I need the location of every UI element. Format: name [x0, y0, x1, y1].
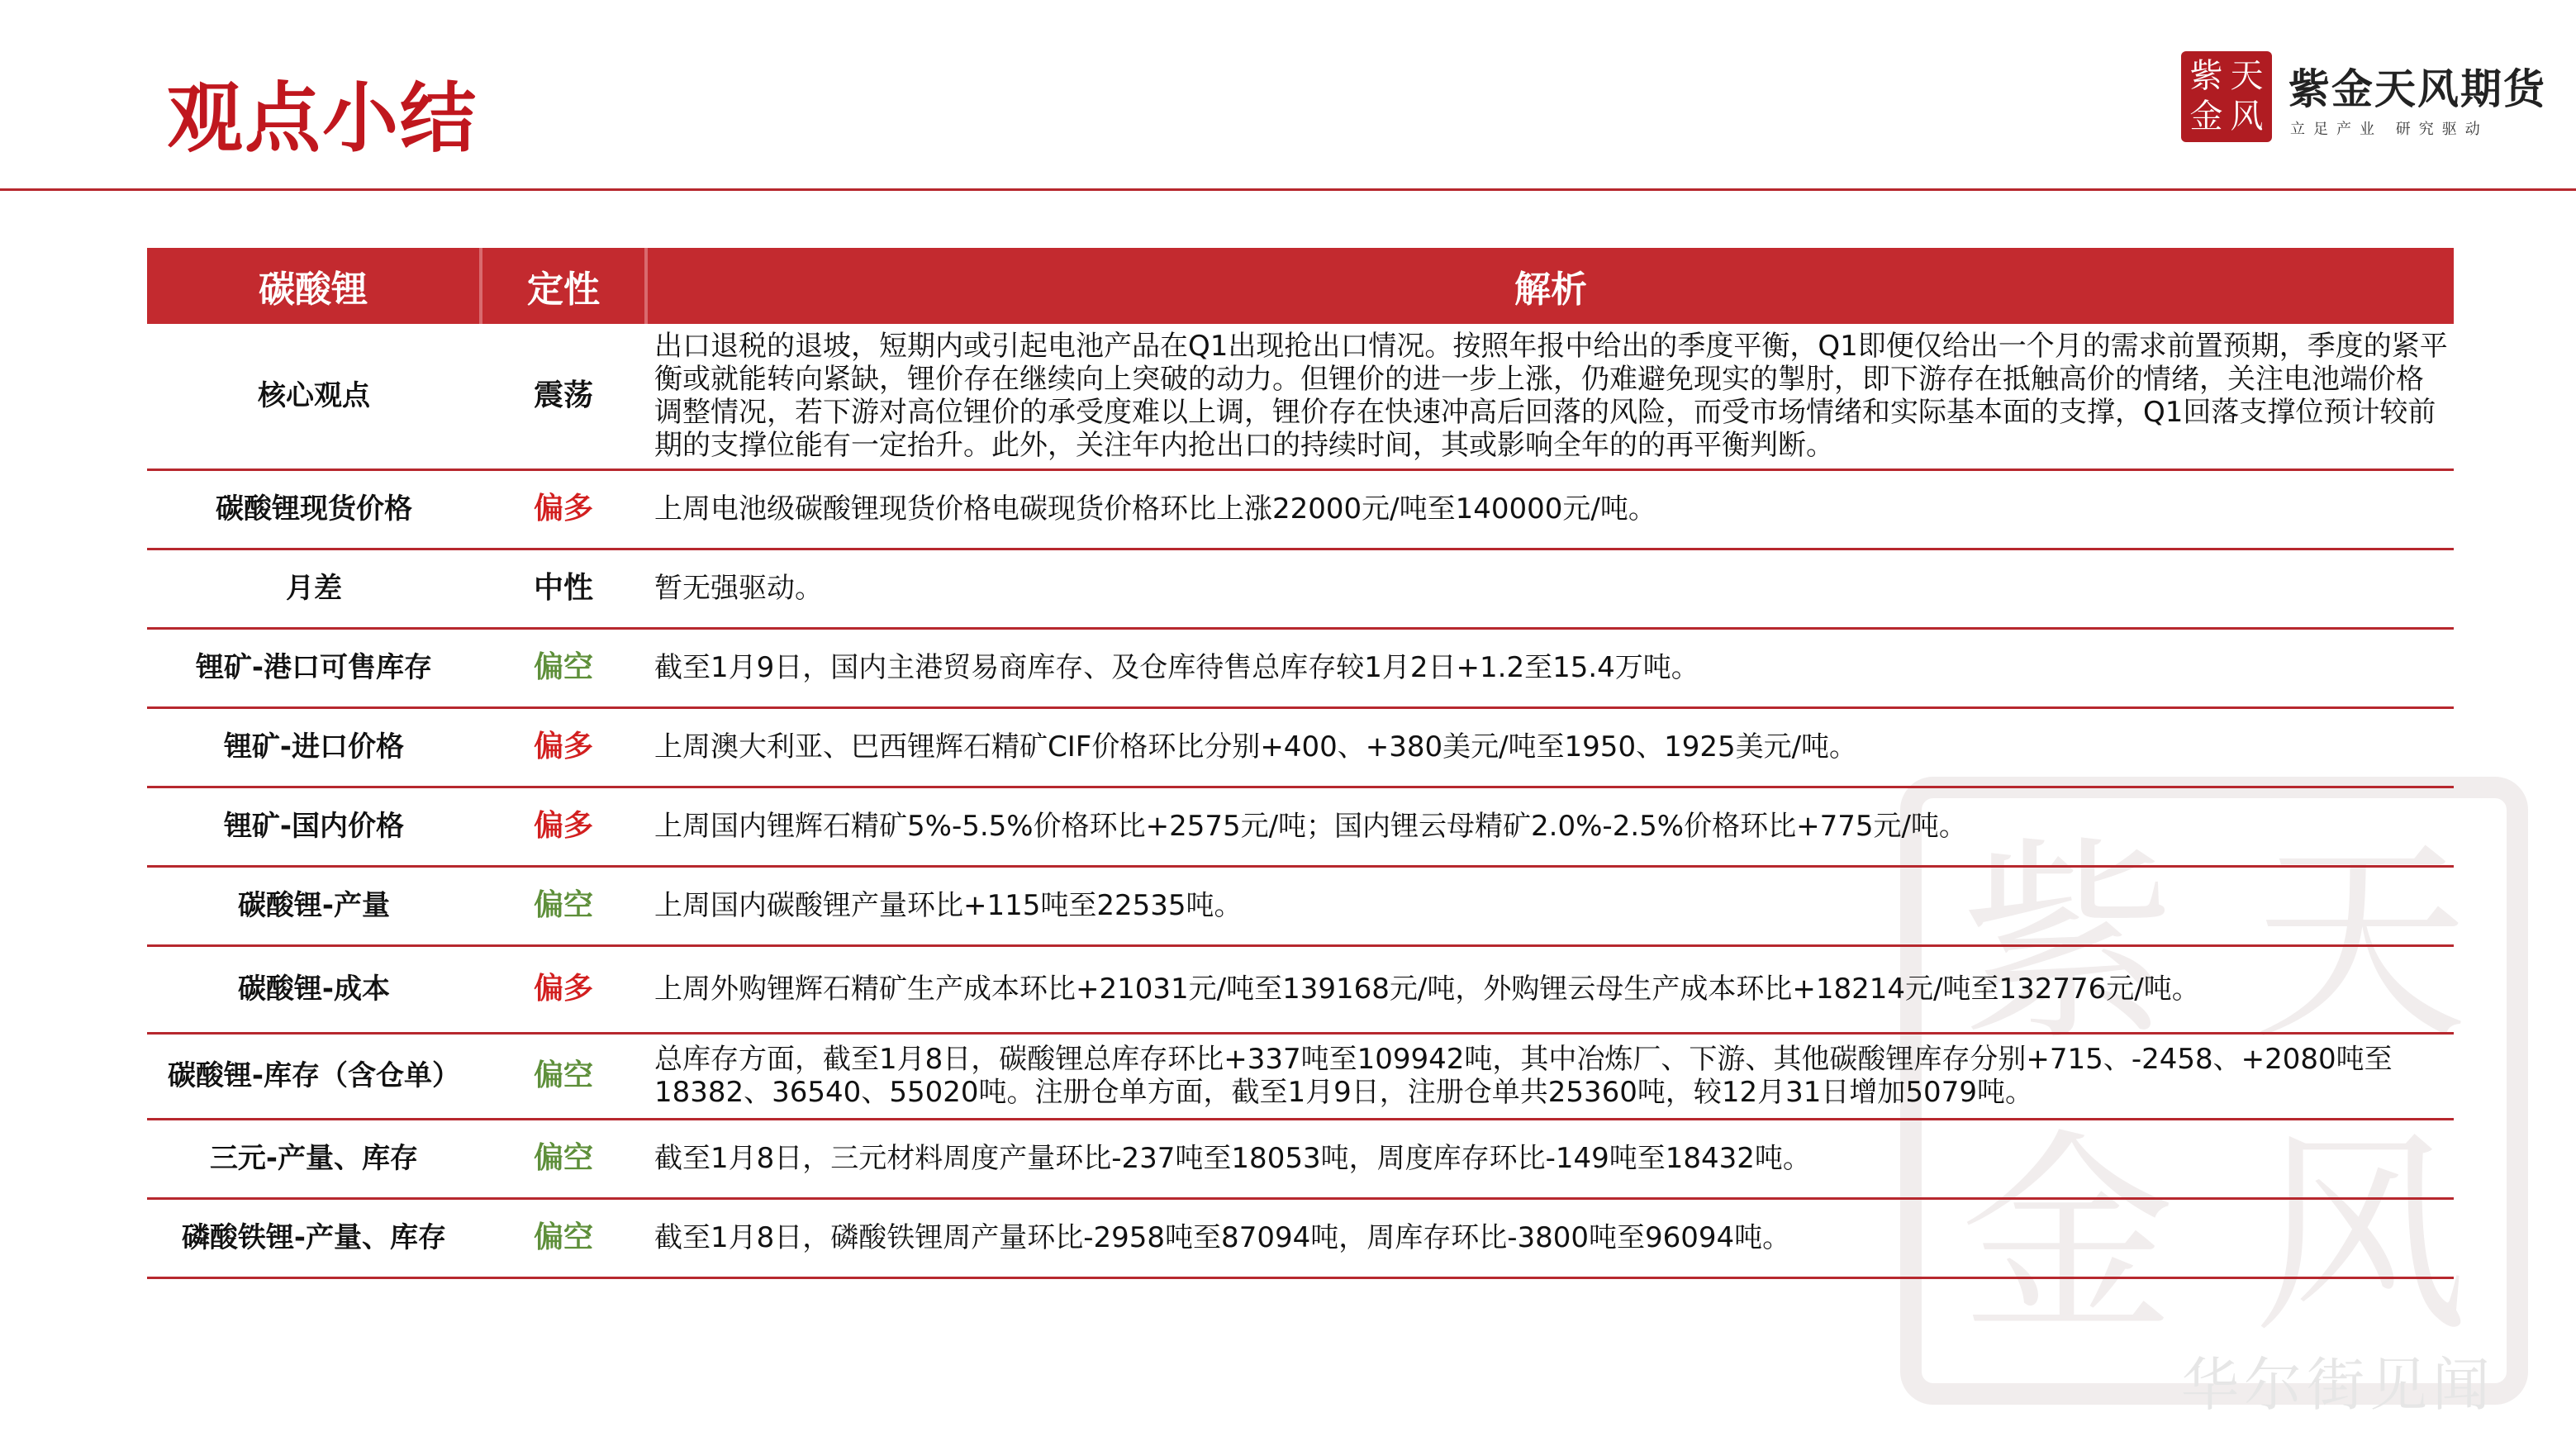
table-row: [147, 1198, 2454, 1277]
row-view-badge: 偏空: [481, 628, 646, 707]
table-row: [147, 945, 2454, 1033]
row-analysis-text: 截至1月8日，磷酸铁锂周产量环比-2958吨至87094吨，周库存环比-3800吨至96094吨。: [646, 1198, 2454, 1277]
column-header-item: 碳酸锂: [147, 248, 481, 324]
summary-table: [147, 248, 2454, 1279]
row-analysis-text: 出口退税的退坡，短期内或引起电池产品在Q1出现抢出口情况。按照年报中给出的季度平衡，Q1即便仅给出一个月的需求前置预期，季度的紧平衡或就能转向紧缺，锂价存在继续向上突破的动力。但锂价的进一步上涨，仍难避免现实的掣肘，即下游存在抵触高价的情绪，关注电池端价格调整情况，若下游对高位锂价的承受度难以上调，锂价存在快速冲高后回落的风险，而受市场情绪和实际基本面的支撑，Q1回落支撑位预计较前期的支撑位能有一定抬升。此外，关注年内抢出口的持续时间，其或影响全年的的再平衡判断。: [646, 324, 2454, 469]
row-analysis-text: 上周电池级碳酸锂现货价格电碳现货价格环比上涨22000元/吨至140000元/吨。: [646, 469, 2454, 549]
row-analysis-text: 上周国内碳酸锂产量环比+115吨至22535吨。: [646, 866, 2454, 945]
row-item-name: 核心观点: [147, 324, 481, 469]
row-item-name: 碳酸锂-库存（含仓单）: [147, 1033, 481, 1119]
watermark-credit: 华尔街见闻: [2181, 1351, 2495, 1419]
brand-name: 紫金天风期货: [2288, 65, 2546, 113]
logo-char: 紫: [2189, 57, 2223, 95]
row-view-badge: 偏空: [481, 1119, 646, 1198]
table-row: [147, 628, 2454, 707]
row-analysis-text: 上周澳大利亚、巴西锂辉石精矿CIF价格环比分别+400、+380美元/吨至1950、1925美元/吨。: [646, 707, 2454, 787]
row-item-name: 碳酸锂-成本: [147, 945, 481, 1033]
header-divider: [0, 188, 2576, 191]
row-view-badge: 偏多: [481, 707, 646, 787]
watermark-char: 天: [2253, 820, 2468, 1069]
row-item-name: 三元-产量、库存: [147, 1119, 481, 1198]
row-view-badge: 偏空: [481, 1198, 646, 1277]
page-title: 观点小结: [167, 74, 478, 163]
table-row: [147, 866, 2454, 945]
row-view-badge: 偏多: [481, 945, 646, 1033]
table-row: [147, 549, 2454, 628]
logo-char: 天: [2230, 57, 2264, 95]
row-view-badge: 中性: [481, 549, 646, 628]
column-header-analysis: 解析: [646, 248, 2454, 324]
row-analysis-text: 上周国内锂辉石精矿5%-5.5%价格环比+2575元/吨；国内锂云母精矿2.0%-2.5%价格环比+775元/吨。: [646, 787, 2454, 866]
row-analysis-text: 总库存方面，截至1月8日，碳酸锂总库存环比+337吨至109942吨，其中冶炼厂、下游、其他碳酸锂库存分别+715、-2458、+2080吨至18382、36540、55020吨。注册仓单方面，截至1月9日，注册仓单共25360吨，较12月31日增加5079吨。: [646, 1033, 2454, 1119]
table-row: [147, 469, 2454, 549]
row-analysis-text: 截至1月9日，国内主港贸易商库存、及仓库待售总库存较1月2日+1.2至15.4万吨。: [646, 628, 2454, 707]
column-header-view: 定性: [481, 248, 646, 324]
row-item-name: 锂矿-国内价格: [147, 787, 481, 866]
row-analysis-text: 截至1月8日，三元材料周度产量环比-237吨至18053吨，周度库存环比-149吨至18432吨。: [646, 1119, 2454, 1198]
table-row: [147, 1033, 2454, 1119]
logo-char: 金: [2189, 98, 2223, 136]
table-row: [147, 707, 2454, 787]
table-row: [147, 324, 2454, 469]
row-view-badge: 偏空: [481, 1033, 646, 1119]
table-header-row: [147, 248, 2454, 324]
row-view-badge: 震荡: [481, 324, 646, 469]
row-item-name: 月差: [147, 549, 481, 628]
row-item-name: 碳酸锂-产量: [147, 866, 481, 945]
row-analysis-text: 上周外购锂辉石精矿生产成本环比+21031元/吨至139168元/吨，外购锂云母生产成本环比+18214元/吨至132776元/吨。: [646, 945, 2454, 1033]
row-item-name: 锂矿-港口可售库存: [147, 628, 481, 707]
watermark-char: 风: [2253, 1112, 2468, 1362]
row-item-name: 磷酸铁锂-产量、库存: [147, 1198, 481, 1277]
brand-logo: [2181, 51, 2272, 142]
row-view-badge: 偏多: [481, 469, 646, 549]
row-analysis-text: 暂无强驱动。: [646, 549, 2454, 628]
table-row: [147, 787, 2454, 866]
watermark-char: 紫: [1961, 820, 2175, 1069]
brand-slogan: 立足产业 研究驱动: [2290, 121, 2488, 138]
watermark-char: 金: [1961, 1112, 2175, 1362]
row-item-name: 碳酸锂现货价格: [147, 469, 481, 549]
row-view-badge: 偏多: [481, 787, 646, 866]
row-view-badge: 偏空: [481, 866, 646, 945]
row-item-name: 锂矿-进口价格: [147, 707, 481, 787]
logo-char: 风: [2230, 98, 2264, 136]
table-row: [147, 1119, 2454, 1198]
